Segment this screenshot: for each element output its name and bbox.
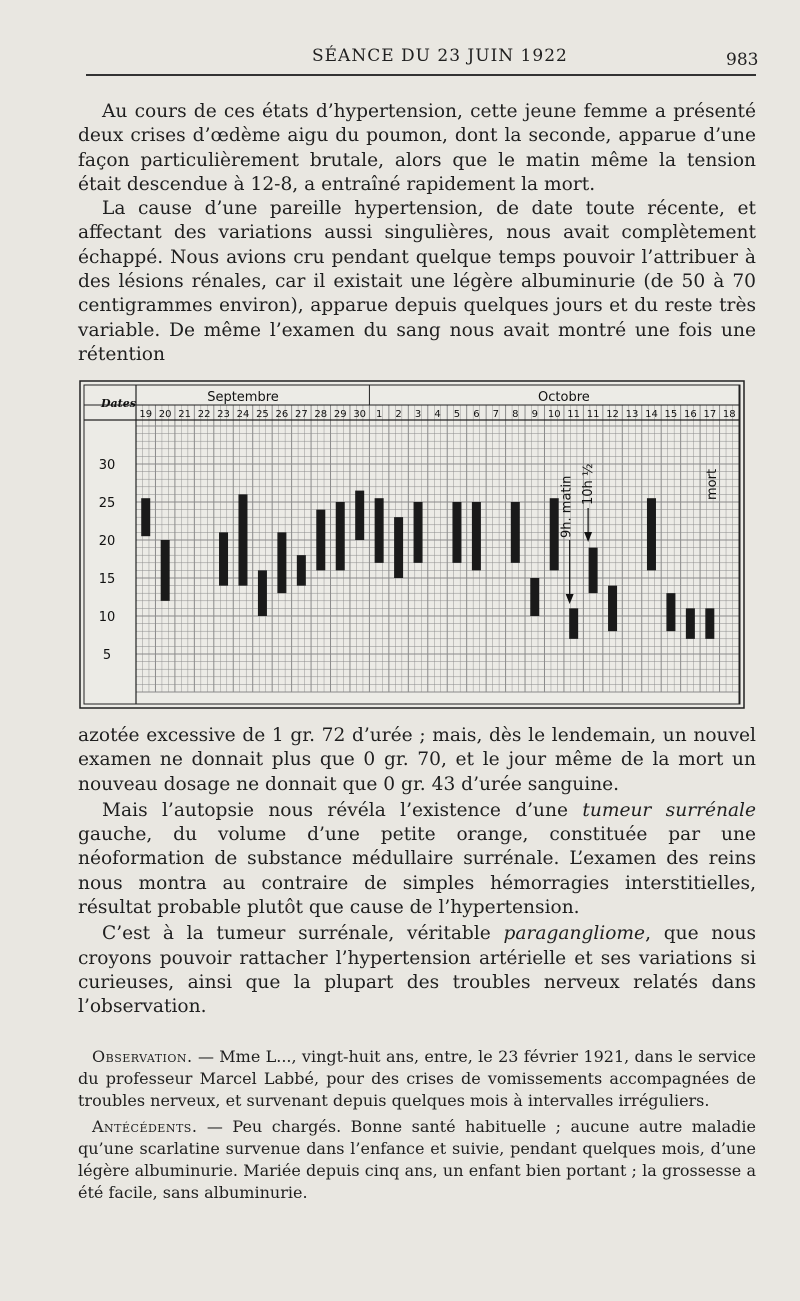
pressure-bar — [550, 498, 559, 570]
annotation-9h: 9h. matin — [559, 475, 575, 538]
day-tick-label: 17 — [703, 409, 717, 420]
italic-term: tumeur surrénale — [582, 799, 756, 821]
blood-pressure-chart — [79, 380, 745, 710]
row-label-dates: Dates — [101, 397, 136, 410]
pressure-bar — [394, 517, 403, 578]
pressure-bar — [355, 491, 364, 540]
section-label: Observation. — [92, 1047, 193, 1066]
pressure-bar — [569, 608, 578, 638]
pressure-bar — [511, 502, 520, 563]
pressure-bar — [589, 548, 598, 594]
paragraph — [78, 922, 756, 1019]
header-rule — [86, 74, 756, 76]
pressure-bar — [414, 502, 423, 563]
day-tick-label: 22 — [197, 409, 211, 420]
section-label: Antécédents. — [92, 1116, 198, 1136]
y-tick-label: 15 — [98, 572, 116, 587]
page-number: 983 — [726, 50, 759, 70]
day-tick-label: 19 — [139, 409, 153, 420]
day-tick-label: 11 — [586, 409, 600, 420]
body-text-top — [78, 100, 756, 367]
chart-frame — [80, 381, 744, 708]
pressure-bar — [452, 502, 461, 563]
pressure-bar — [297, 555, 306, 585]
y-tick-label: 30 — [98, 458, 116, 473]
text-run: gauche, du volume d’une petite orange, constituée par une néoformation de substance médullaire surrénale. L’examen des reins nous montra au contraire de simples hémorragies interstitielles, résultat probable plutôt que cause de l’hypertension. — [78, 824, 756, 919]
pressure-bar — [316, 510, 325, 571]
pressure-bar — [666, 593, 675, 631]
running-title: SÉANCE DU 23 JUIN 1922 — [312, 46, 568, 66]
day-tick-label: 25 — [256, 409, 269, 420]
chart-svg — [79, 380, 745, 710]
pressure-bar — [686, 608, 695, 638]
page-header — [0, 44, 800, 74]
day-tick-label: 24 — [236, 409, 250, 420]
day-tick-label: 2 — [395, 409, 402, 420]
pressure-bar — [141, 498, 150, 536]
month-label: Octobre — [538, 390, 590, 405]
observation-text — [78, 1046, 756, 1207]
pressure-bar — [219, 532, 228, 585]
y-tick-label: 25 — [98, 496, 116, 511]
day-tick-label: 5 — [453, 409, 461, 420]
pressure-bar — [277, 532, 286, 593]
day-tick-label: 7 — [492, 409, 500, 420]
day-tick-label: 16 — [684, 409, 697, 420]
day-tick-label: 12 — [606, 409, 619, 420]
italic-term: paragangliome — [503, 923, 646, 945]
day-tick-label: 3 — [414, 409, 422, 420]
day-tick-label: 13 — [625, 409, 639, 420]
paragraph — [78, 1046, 756, 1113]
day-tick-label: 8 — [512, 409, 519, 420]
day-tick-label: 9 — [531, 409, 538, 420]
pressure-bar — [336, 502, 345, 570]
paragraph — [78, 799, 756, 920]
text-run: — Peu chargés. Bonne santé habituelle ; aucune autre maladie qu’une scarlatine survenue dans l’enfance et suivie, pendant quelques mois, d’une légère albuminurie. Mariée depuis cinq ans, un enfant bien portant ; la grossesse a été facile, sans albuminurie. — [78, 1116, 756, 1203]
day-tick-label: 23 — [217, 409, 230, 420]
pressure-bar — [705, 608, 714, 638]
text-run: C’est à la tumeur surrénale, véritable — [102, 923, 504, 945]
day-tick-label: 18 — [722, 409, 736, 420]
annotation-death: mort — [704, 468, 720, 500]
day-tick-label: 27 — [294, 409, 308, 420]
y-tick-label: 10 — [98, 610, 116, 625]
paragraph: Au cours de ces états d’hypertension, cette jeune femme a présenté deux crises d’œdème aigu du poumon, dont la seconde, apparue d’une façon particulièrement brutale, alors que le matin même la tension était descendue à 12-8, a entraîné rapidement la mort. — [78, 101, 756, 195]
y-tick-label: 5 — [102, 648, 112, 663]
pressure-bar — [647, 498, 656, 570]
pressure-bar — [472, 502, 481, 570]
text-run: — Mme L..., vingt-huit ans, entre, le 23 février 1921, dans le service du professeur Marcel Labbé, pour des crises de vomissements accompagnées de troubles nerveux, et survenant depuis quelques mois à intervalles irréguliers. — [78, 1047, 756, 1111]
month-label: Septembre — [207, 390, 279, 405]
day-tick-label: 10 — [547, 409, 561, 420]
y-tick-label: 20 — [98, 534, 116, 549]
paragraph: La cause d’une pareille hypertension, de date toute récente, et affectant des variations aussi singulières, nous avait complètement échappé. Nous avions cru pendant quelque temps pouvoir l’attribuer à des lésions rénales, car il existait une légère albuminurie (de 50 à 70 centigrammes environ), apparue depuis quelques jours et du reste très variable. De même l’examen du sang nous avait montré une fois une rétention — [78, 198, 756, 365]
day-tick-label: 6 — [473, 409, 480, 420]
day-tick-label: 30 — [353, 409, 367, 420]
day-tick-label: 28 — [314, 409, 328, 420]
day-tick-label: 14 — [645, 409, 658, 420]
paragraph: azotée excessive de 1 gr. 72 d’urée ; mais, dès le lendemain, un nouvel examen ne donnait plus que 0 gr. 70, et le jour même de la mort un nouveau dosage ne donnait que 0 gr. 43 d’urée sanguine. — [78, 725, 756, 795]
text-run: Mais l’autopsie nous révéla l’existence d’une — [102, 799, 583, 821]
day-tick-label: 20 — [158, 409, 172, 420]
pressure-bar — [530, 578, 539, 616]
day-tick-label: 4 — [434, 409, 441, 420]
day-tick-label: 11 — [567, 409, 581, 420]
body-text-bottom — [78, 724, 756, 1022]
pressure-bar — [608, 586, 617, 632]
pressure-bar — [258, 570, 267, 616]
day-tick-label: 21 — [178, 409, 191, 420]
pressure-bar — [161, 540, 170, 601]
day-tick-label: 26 — [275, 409, 289, 420]
day-tick-label: 1 — [375, 409, 383, 420]
paragraph — [78, 1116, 756, 1205]
pressure-bar — [375, 498, 384, 563]
day-tick-label: 29 — [333, 409, 347, 420]
pressure-bar — [238, 494, 247, 585]
text-run: , que nous croyons pouvoir rattacher l’hypertension artérielle et ses variations si curieuses, ainsi que la plupart des troubles nerveux relatés dans l’observation. — [78, 923, 756, 1018]
day-tick-label: 15 — [664, 409, 678, 420]
annotation-10h: 10h ½ — [581, 463, 597, 505]
